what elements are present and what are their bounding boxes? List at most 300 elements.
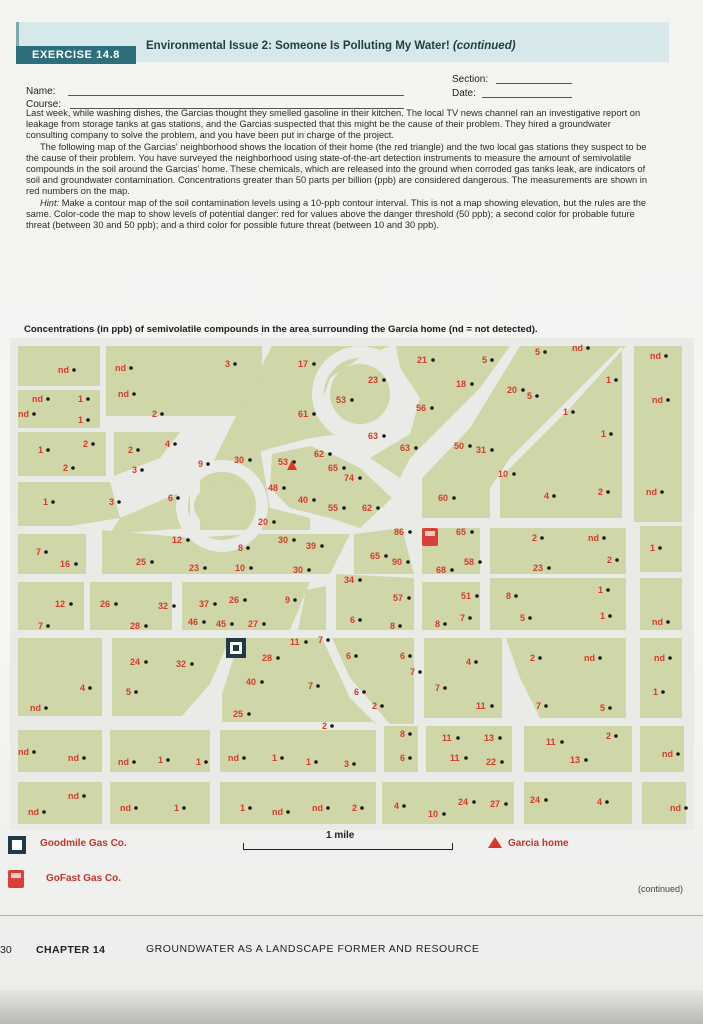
sample-dot [430,406,434,410]
sample-dot [282,486,286,490]
concentration-label: 57 [393,593,404,603]
concentration-label: 25 [233,709,244,719]
concentration-label: 4 [165,439,171,449]
sample-dot [560,740,564,744]
sample-dot [248,458,252,462]
gofast-station [422,528,438,546]
sample-dot [398,624,402,628]
concentration-label: 2 [128,445,134,455]
sample-dot [86,418,90,422]
sample-dot [666,620,670,624]
concentration-label: 22 [486,757,497,767]
sample-dot [314,760,318,764]
concentration-label: 34 [344,575,355,585]
concentration-label: 10 [428,809,439,819]
sample-dot [88,686,92,690]
concentration-label: 23 [533,563,544,573]
sample-dot [521,388,525,392]
sample-dot [330,724,334,728]
concentration-label: nd [28,807,39,817]
concentration-label: 7 [308,681,314,691]
sample-dot [384,554,388,558]
concentration-label: 2 [352,803,358,813]
sample-dot [42,810,46,814]
concentration-label: 1 [653,687,659,697]
sample-dot [166,758,170,762]
sample-dot [233,362,237,366]
sample-dot [602,536,606,540]
sample-dot [342,506,346,510]
concentration-label: 8 [238,543,244,553]
concentration-label: 1 [601,429,607,439]
sample-dot [470,530,474,534]
concentration-label: nd [650,351,661,361]
sample-dot [46,397,50,401]
sample-dot [608,614,612,618]
sample-dot [443,686,447,690]
sample-dot [358,476,362,480]
concentration-label: 6 [400,753,406,763]
sample-dot [72,368,76,372]
sample-dot [504,802,508,806]
concentration-label: 2 [606,731,612,741]
sample-dot [280,756,284,760]
sample-dot [382,434,386,438]
concentration-label: nd [18,409,29,419]
concentration-label: 2 [372,701,378,711]
concentration-label: 1 [240,803,246,813]
sample-dot [326,806,330,810]
sample-dot [490,358,494,362]
concentration-label: 1 [650,543,656,553]
sample-dot [262,622,266,626]
concentration-label: 24 [530,795,541,805]
concentration-label: 13 [484,733,495,743]
sample-dot [470,382,474,386]
concentration-label: nd [654,653,665,663]
gofast-legend-icon [8,870,24,888]
scale-bar [243,843,453,850]
concentration-label: 1 [272,753,278,763]
sample-dot [452,496,456,500]
concentration-label: 24 [130,657,141,667]
concentration-label: 4 [544,491,550,501]
concentration-label: 63 [400,443,411,453]
sample-dot [350,398,354,402]
sample-dot [468,444,472,448]
sample-dot [668,656,672,660]
concentration-label: 48 [268,483,279,493]
gofast-station-icon [422,528,438,546]
sample-dot [242,756,246,760]
concentration-label: 65 [370,551,381,561]
concentration-label: 30 [293,565,304,575]
concentration-label: 11 [450,753,460,763]
sample-dot [500,760,504,764]
concentration-label: 23 [189,563,200,573]
name-line[interactable] [68,95,404,96]
gofast-legend-window [11,873,21,878]
concentration-label: 2 [63,463,69,473]
concentration-label: 5 [520,613,526,623]
roundabout-island [330,364,390,424]
block [112,638,230,716]
sample-dot [490,704,494,708]
garcia-legend-icon [488,837,502,848]
sample-dot [407,596,411,600]
sample-dot [248,806,252,810]
concentration-label: nd [652,395,663,405]
block [106,346,262,416]
concentration-label: 30 [234,455,245,465]
goodmile-legend-icon [8,836,26,854]
sample-dot [260,680,264,684]
sample-dot [684,806,688,810]
sample-dot [358,618,362,622]
concentration-label: 9 [285,595,291,605]
sample-dot [540,536,544,540]
sample-dot [408,654,412,658]
concentration-label: 6 [400,651,406,661]
concentration-label: 1 [78,394,84,404]
sample-dot [609,432,613,436]
sample-dot [91,442,95,446]
instructions [26,108,648,231]
sample-dot [474,660,478,664]
goodmile-legend-window [12,840,22,850]
sample-dot [584,758,588,762]
sample-dot [132,760,136,764]
goodmile-legend-label: Goodmile Gas Co. [40,838,127,849]
concentration-label: 68 [436,565,447,575]
sample-dot [293,598,297,602]
block [506,638,626,718]
concentration-label: 62 [314,449,325,459]
sample-dot [286,810,290,814]
sample-dot [408,732,412,736]
sample-dot [475,594,479,598]
sample-dot [608,706,612,710]
sample-dot [230,622,234,626]
concentration-label: nd [30,703,41,713]
concentration-label: nd [584,653,595,663]
concentration-label: nd [68,753,79,763]
concentration-label: 8 [506,591,512,601]
concentration-label: nd [662,749,673,759]
concentration-label: 4 [597,797,603,807]
section-label: Section: [452,74,489,85]
concentration-label: 7 [410,667,416,677]
concentration-label: 63 [368,431,379,441]
concentration-label: nd [646,487,657,497]
continued-note: (continued) [638,884,684,894]
concentration-label: 20 [507,385,518,395]
concentration-label: 5 [527,391,533,401]
chapter-label: CHAPTER 14 [36,944,106,956]
cul-de-sac-island [194,484,250,528]
concentration-label: 1 [563,407,569,417]
course-label: Course: [26,99,62,110]
sample-dot [202,620,206,624]
concentration-label: nd [58,365,69,375]
sample-dot [402,804,406,808]
concentration-label: 6 [354,687,360,697]
concentration-label: 40 [298,495,309,505]
sample-dot [414,446,418,450]
sample-dot [661,690,665,694]
sample-dot [408,530,412,534]
date-line[interactable] [482,97,572,98]
concentration-label: 11 [290,637,300,647]
block [114,432,180,476]
sample-dot [312,498,316,502]
concentration-label: 1 [38,445,44,455]
concentration-label: 5 [600,703,606,713]
exercise-tag: EXERCISE 14.8 [16,46,136,64]
sample-dot [408,756,412,760]
concentration-label: 2 [322,721,328,731]
concentration-label: 53 [278,457,289,467]
sample-dot [328,452,332,456]
concentration-label: 65 [456,527,467,537]
sample-dot [490,448,494,452]
sample-dot [44,550,48,554]
concentration-label: 6 [350,615,356,625]
block [426,726,512,772]
concentration-label: 4 [80,683,86,693]
concentration-label: 11 [546,737,556,747]
concentration-label: nd [588,533,599,543]
concentration-label: 31 [476,445,487,455]
concentration-label: 58 [464,557,475,567]
sample-dot [134,806,138,810]
sample-dot [666,398,670,402]
concentration-label: nd [272,807,283,817]
sample-dot [352,762,356,766]
concentration-label: 10 [235,563,246,573]
section-line[interactable] [496,83,572,84]
concentration-label: 40 [246,677,257,687]
map-svg [10,338,694,830]
block [18,730,102,772]
concentration-label: nd [228,753,239,763]
concentration-label: 1 [606,375,612,385]
sample-dot [117,500,121,504]
concentration-label: 32 [158,601,169,611]
block [220,730,376,772]
concentration-label: 7 [36,547,42,557]
sample-dot [552,494,556,498]
goodmile-station-pump [233,645,239,651]
concentration-label: nd [68,791,79,801]
concentration-label: 90 [392,557,403,567]
sample-dot [312,412,316,416]
concentration-label: 3 [344,759,350,769]
sample-dot [468,616,472,620]
sample-dot [134,690,138,694]
sample-dot [74,562,78,566]
sample-dot [246,546,250,550]
sample-dot [543,350,547,354]
block [18,782,102,824]
concentration-label: 39 [306,541,317,551]
sample-dot [676,752,680,756]
concentration-label: 21 [417,355,428,365]
sample-dot [658,546,662,550]
sample-dot [182,806,186,810]
concentration-label: 7 [435,683,441,693]
sample-dot [69,602,73,606]
block [18,482,120,526]
sample-dot [586,346,590,350]
sample-dot [326,638,330,642]
concentration-label: 12 [172,535,183,545]
concentration-label: 20 [258,517,269,527]
concentration-label: 28 [130,621,141,631]
sample-dot [456,736,460,740]
date-label: Date: [452,88,476,99]
concentration-label: 16 [60,559,71,569]
concentration-label: 28 [262,653,273,663]
concentration-label: 74 [344,473,355,483]
sample-dot [243,598,247,602]
sample-dot [46,624,50,628]
concentration-label: 3 [109,497,115,507]
sample-dot [358,578,362,582]
paragraph-2: The following map of the Garcias' neighborhood shows the location of their home (the red triangle) and the two local gas stations they suspect to be the cause of their problem. You have surveyed the neighborhood using state-of-the-art detection instruments to measure the amount of semivolatile compounds in the soil around the Garcias' home. These chemicals, which are released into the ground when corroded gas tanks leak, are indicators of soil and groundwater contamination. Concentrations greater than 50 parts per billion (ppb) are considered dangerous. The measurements are shown in red numbers on the map. [26,141,648,197]
concentration-label: 8 [390,621,396,631]
sample-dot [442,812,446,816]
concentration-label: 8 [400,729,406,739]
name-label: Name: [26,86,56,97]
concentration-label: 50 [454,441,465,451]
hint-text: Make a contour map of the soil contamination levels using a 10-ppb contour interval. This is not a map showing elevation, but the rules are the same. Color-code the map to show levels of potential danger: red for values above the danger threshold (50 ppb); a second color for probable future threat (between 30 and 50 ppb); and a third color for possible future threat (between 10 and 30 ppb). [26,197,647,231]
block [18,432,106,476]
sample-dot [82,756,86,760]
sample-dot [173,442,177,446]
gofast-legend-label: GoFast Gas Co. [46,873,122,884]
concentration-label: nd [118,389,129,399]
sample-dot [660,490,664,494]
scale-label: 1 mile [326,830,355,841]
block [524,726,632,772]
neighborhood-map [10,338,694,830]
concentration-label: 2 [152,409,158,419]
block [634,346,682,522]
sample-dot [450,568,454,572]
concentration-label: 12 [55,599,66,609]
concentration-label: 1 [174,803,180,813]
concentration-label: 5 [535,347,541,357]
sample-dot [71,466,75,470]
sample-dot [292,538,296,542]
concentration-label: nd [652,617,663,627]
sample-dot [472,800,476,804]
sample-dot [132,392,136,396]
concentration-label: 46 [188,617,199,627]
sample-dot [615,558,619,562]
concentration-label: 4 [466,657,472,667]
concentration-label: nd [120,803,131,813]
concentration-label: 60 [438,493,449,503]
sample-dot [204,760,208,764]
sample-dot [86,397,90,401]
concentration-label: 45 [216,619,227,629]
table-surface [0,990,703,1024]
exercise-title [146,40,516,52]
sample-dot [272,520,276,524]
sample-dot [144,624,148,628]
sample-dot [605,800,609,804]
block [490,528,626,574]
concentration-label: 7 [38,621,44,631]
concentration-label: 17 [298,359,309,369]
sample-dot [176,496,180,500]
concentration-label: 5 [482,355,488,365]
sample-dot [320,544,324,548]
sample-dot [276,656,280,660]
concentration-label: 8 [435,619,441,629]
sample-dot [443,622,447,626]
concentration-label: 55 [328,503,339,513]
block [640,638,682,718]
concentration-label: 3 [132,465,138,475]
sample-dot [51,500,55,504]
concentration-label: 1 [306,757,312,767]
sample-dot [514,594,518,598]
concentration-label: 2 [83,439,89,449]
concentration-label: 4 [394,801,400,811]
block [18,582,84,630]
concentration-label: 11 [476,701,486,711]
concentration-label: 7 [318,635,324,645]
concentration-label: 7 [460,613,466,623]
garcia-legend-label: Garcia home [508,838,569,849]
concentration-label: 86 [394,527,405,537]
sample-dot [203,566,207,570]
sample-dot [544,798,548,802]
sample-dot [172,604,176,608]
sample-dot [606,588,610,592]
concentration-label: 1 [598,585,604,595]
concentration-label: 7 [536,701,542,711]
sample-dot [598,656,602,660]
sample-dot [247,712,251,716]
concentration-label: 2 [598,487,604,497]
sample-dot [144,660,148,664]
sample-dot [46,448,50,452]
sample-dot [418,670,422,674]
paragraph-3 [26,198,648,232]
sample-dot [362,690,366,694]
sample-dot [160,412,164,416]
sample-dot [32,412,36,416]
sample-dot [249,566,253,570]
sample-dot [82,794,86,798]
sample-dot [606,490,610,494]
sample-dot [478,560,482,564]
concentration-label: 13 [570,755,581,765]
concentration-label: nd [312,803,323,813]
concentration-label: 53 [336,395,347,405]
concentration-label: 11 [442,733,452,743]
concentration-label: 1 [78,415,84,425]
block [422,582,480,630]
sample-dot [342,466,346,470]
concentration-label: nd [670,803,681,813]
sample-dot [44,706,48,710]
concentration-label: 51 [461,591,472,601]
